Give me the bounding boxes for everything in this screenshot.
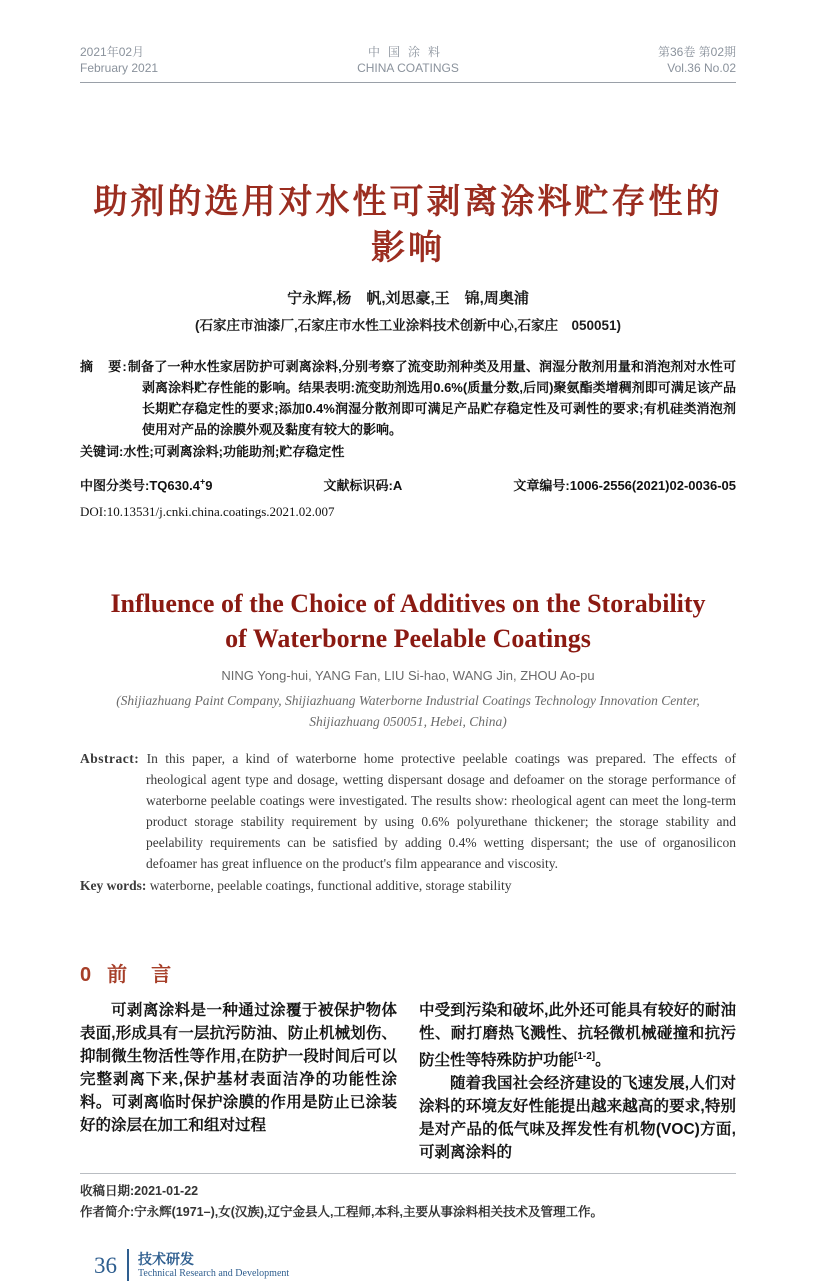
keywords-cn-text: 水性;可剥离涂料;功能助剂;贮存稳定性: [123, 444, 345, 459]
page-number: 36: [94, 1252, 117, 1278]
citation-ref: [1-2]: [574, 1051, 596, 1062]
body-column-right: [419, 999, 736, 1164]
keywords-en-text: waterborne, peelable coatings, functional additive, storage stability: [149, 878, 512, 893]
keywords-cn: [80, 441, 736, 462]
keywords-en: [80, 878, 736, 894]
abstract-en-label: Abstract:: [80, 751, 140, 766]
header-volume-info: [520, 44, 736, 76]
footnotes: [80, 1173, 736, 1223]
paragraph: 可剥离涂料是一种通过涂覆于被保护物体表面,形成具有一层抗污防油、防止机械划伤、抑制微生物活性等作用,在防护一段时间后可以完整剥离下来,保护基材表面洁净的功能性涂料。可剥离临时保护涂膜的作用是防止已涂装好的涂层在加工和组对过程: [80, 1002, 397, 1134]
article-title-cn: 助剂的选用对水性可剥离涂料贮存性的影响: [93, 183, 723, 267]
journal-name-en: CHINA COATINGS: [357, 61, 459, 75]
authors-en: NING Yong-hui, YANG Fan, LIU Si-hao, WANG Jin, ZHOU Ao-pu: [221, 668, 595, 683]
abstract-cn-text: 制备了一种水性家居防护可剥离涂料,分别考察了流变助剂种类及用量、润湿分散剂用量和消泡剂对水性可剥离涂料贮存性能的影响。结果表明:流变助剂选用0.6%(质量分数,后同)聚氨酯类增稠剂即可满足该产品长期贮存稳定性的要求;添加0.4%润湿分散剂即可满足产品贮存稳定性及可剥性的要求;有机硅类消泡剂使用对产品的涂膜外观及黏度有较大的影响。: [127, 359, 736, 437]
article-meta-row: [80, 475, 736, 494]
affiliation-cn: (石家庄市油漆厂,石家庄市水性工业涂料技术创新中心,石家庄 050051): [194, 318, 622, 333]
clc-number: 中图分类号:TQ630.4+9: [80, 476, 213, 493]
paragraph: 中受到污染和破坏,此外还可能具有较好的耐油性、耐打磨热飞溅性、抗轻微机械碰撞和抗污防尘性等特殊防护功能[1-2]。: [419, 1002, 736, 1070]
abstract-en-paragraph: [80, 748, 736, 874]
header-volume-en: Vol.36 No.02: [667, 61, 736, 75]
abstract-en-text: In this paper, a kind of waterborne home protective peelable coatings was prepared. The effects of rheological agent type and dosage, wetting dispersant dosage and defoamer on the storage performance of waterborne peelable coatings were investigated. The results show: rheological agent can meet the long-term product storage stability requirement by using 0.6% polyurethane thickener; the storage stability and peelability requirements can be satisfied by adding 0.4% wetting dispersant; the use of organosilicon defoamer has great influence on the product's film appearance and viscosity.: [146, 751, 737, 871]
body-column-left: [80, 999, 397, 1164]
header-journal-name: [300, 44, 516, 76]
article-title-en: Influence of the Choice of Additives on the Storability of Waterborne Peelable Coatings: [110, 589, 706, 653]
authors-cn: 宁永辉,杨 帆,刘思豪,王 锦,周奥浦: [287, 290, 529, 307]
header-date-cn: 2021年02月: [80, 45, 145, 59]
received-date: 收稿日期:2021-01-22: [80, 1184, 199, 1199]
body-columns: [80, 999, 736, 1164]
header-date-en: February 2021: [80, 61, 159, 75]
footer-section: [129, 1251, 289, 1280]
journal-name-cn: 中国涂料: [367, 45, 448, 59]
header-volume-cn: 第36卷 第02期: [657, 45, 736, 59]
section-number: 0: [80, 964, 94, 986]
author-bio: 作者简介:宁永辉(1971–),女(汉族),辽宁金县人,工程师,本科,主要从事涂料相关技术及管理工作。: [80, 1205, 603, 1220]
document-code: 文献标识码:A: [323, 478, 403, 493]
article-id: 文章编号:1006-2556(2021)02-0036-05: [513, 478, 736, 493]
footer-section-en: Technical Research and Development: [138, 1267, 290, 1279]
paragraph: 随着我国社会经济建设的飞速发展,人们对涂料的环境友好性能提出越来越高的要求,特别是对产品的低气味及挥发性有机物(VOC)方面,可剥离涂料的: [419, 1075, 736, 1162]
abstract-en: [80, 748, 736, 874]
section-title: 前 言: [107, 964, 174, 986]
abstract-cn-paragraph: [80, 356, 736, 440]
section-heading-intro: [80, 958, 736, 987]
doi: DOI:10.13531/j.cnki.china.coatings.2021.02.007: [80, 504, 335, 519]
clc-superscript: +: [199, 476, 206, 487]
page-footer: [94, 1249, 736, 1281]
header-issue-date: [80, 44, 296, 76]
abstract-cn-label: 摘 要:: [80, 359, 128, 374]
abstract-cn: [80, 356, 736, 440]
footer-section-cn: 技术研发: [138, 1250, 194, 1267]
keywords-cn-label: 关键词:: [80, 444, 124, 459]
affiliation-en: (Shijiazhuang Paint Company, Shijiazhuang Waterborne Industrial Coatings Technology Innovation Center, Shijiazhuang 050051, Hebei, China): [116, 693, 700, 729]
keywords-en-label: Key words:: [80, 878, 147, 893]
journal-header: [80, 44, 736, 83]
